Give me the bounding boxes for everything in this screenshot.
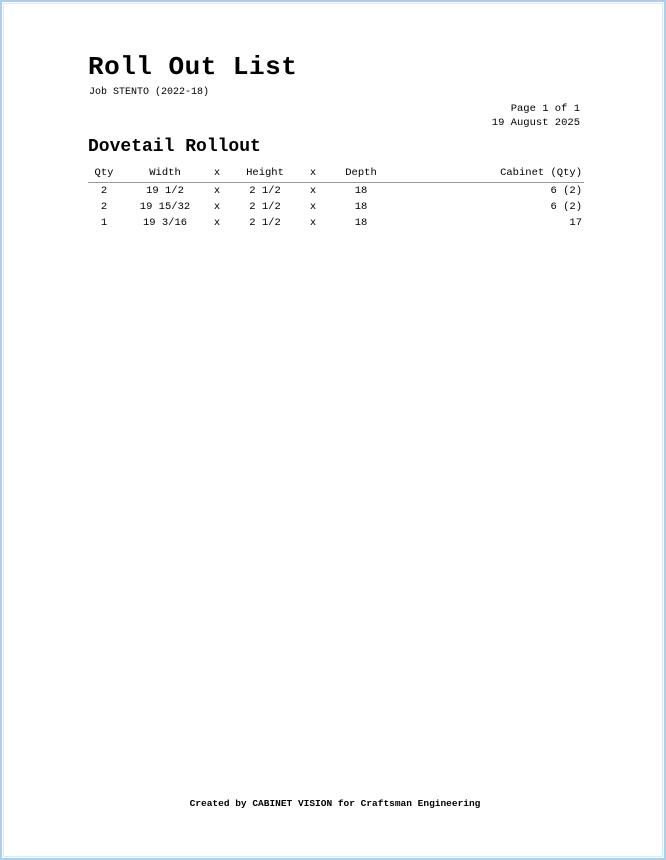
column-header-x: x: [306, 164, 320, 183]
cell-qty: 2: [100, 185, 108, 197]
table-header-row: [88, 164, 584, 183]
column-header-height: Height: [224, 164, 306, 183]
page-info: [492, 102, 580, 130]
table-row: [88, 199, 584, 215]
rollout-table: [88, 164, 584, 231]
cell-cabinet: 6 (2): [550, 201, 582, 213]
report-title: Roll Out List: [88, 52, 298, 82]
report-date: 19 August 2025: [491, 117, 580, 129]
cell-qty: 2: [100, 201, 108, 213]
cell-width: 19 15/32: [139, 201, 191, 213]
page-number: Page 1 of 1: [510, 103, 580, 115]
section-title: Dovetail Rollout: [88, 137, 261, 157]
cell-x: x: [309, 217, 317, 229]
cell-x: x: [213, 201, 221, 213]
job-label: Job STENTO (2022-18): [89, 87, 210, 98]
cell-depth: 18: [354, 185, 368, 197]
cell-cabinet: 17: [569, 217, 582, 229]
column-header-x: x: [210, 164, 224, 183]
cell-depth: 18: [354, 217, 368, 229]
cell-x: x: [309, 201, 317, 213]
cell-depth: 18: [354, 201, 368, 213]
cell-x: x: [309, 185, 317, 197]
column-header-depth: Depth: [320, 164, 402, 183]
cell-x: x: [213, 217, 221, 229]
table-row: [88, 183, 584, 200]
column-header-cabinet: Cabinet (Qty): [402, 164, 584, 183]
footer-credit: Created by CABINET VISION for Craftsman Engineering: [189, 798, 481, 809]
cell-width: 19 1/2: [146, 185, 184, 197]
cell-width: 19 3/16: [142, 217, 188, 229]
table-row: [88, 215, 584, 231]
column-header-qty: Qty: [88, 164, 120, 183]
cell-qty: 1: [100, 217, 108, 229]
cell-height: 2 1/2: [249, 217, 281, 229]
cell-cabinet: 6 (2): [550, 185, 582, 197]
cell-x: x: [213, 185, 221, 197]
cell-height: 2 1/2: [249, 201, 281, 213]
column-header-width: Width: [120, 164, 210, 183]
cell-height: 2 1/2: [249, 185, 281, 197]
